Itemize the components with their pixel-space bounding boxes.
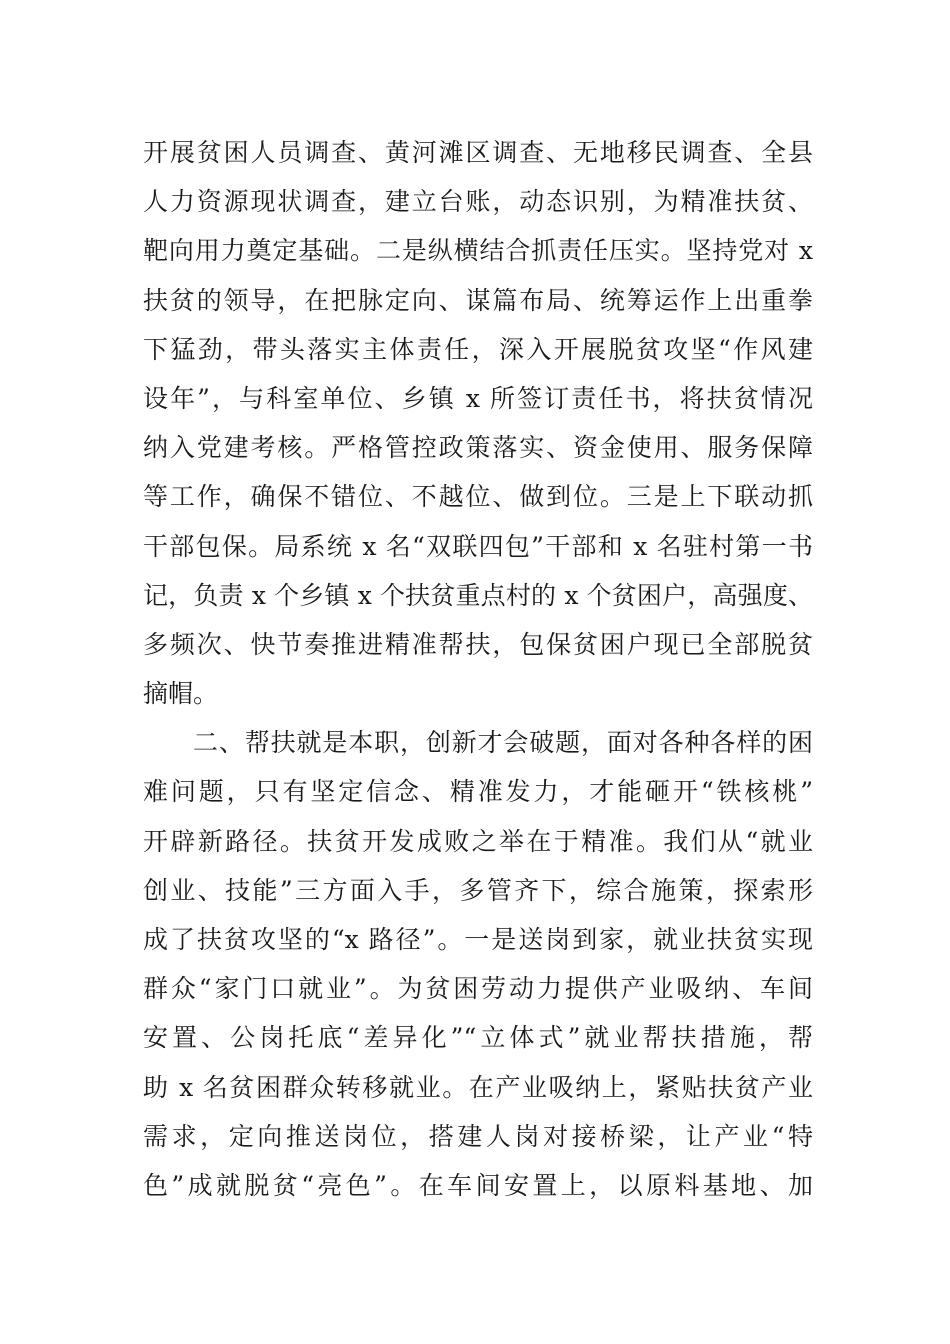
text-line: 下猛劲，带头落实主体责任，深入开展脱贫攻坚“作风建 [143, 334, 813, 364]
text-line: 需求，定向推送岗位，搭建人岗对接桥梁，让产业“特 [143, 1121, 813, 1151]
text-line: 设年”，与科室单位、乡镇 x 所签订责任书，将扶贫情况 [143, 383, 813, 413]
text-line: 纳入党建考核。严格管控政策落实、资金使用、服务保障 [143, 433, 813, 463]
text-line: 靶向用力奠定基础。二是纵横结合抓责任压实。坚持党对 x [143, 236, 813, 266]
text-line: 开辟新路径。扶贫开发成败之举在于精准。我们从“就业 [143, 826, 813, 856]
text-line: 等工作，确保不错位、不越位、做到位。三是上下联动抓 [143, 482, 813, 512]
text-line: 成了扶贫攻坚的“x 路径”。一是送岗到家，就业扶贫实现 [143, 925, 813, 954]
text-line: 难问题，只有坚定信念、精准发力，才能砸开“铁核桃” [143, 777, 813, 807]
document-body [143, 128, 813, 1210]
text-line: 安置、公岗托底“差异化”“立体式”就业帮扶措施，帮 [143, 1023, 813, 1053]
paragraph-1 [143, 128, 813, 718]
text-line: 记，负责 x 个乡镇 x 个扶贫重点村的 x 个贫困户，高强度、 [143, 580, 813, 610]
text-line: 群众“家门口就业”。为贫困劳动力提供产业吸纳、车间 [143, 974, 813, 1004]
text-line: 多频次、快节奏推进精准帮扶，包保贫困户现已全部脱贫 [143, 629, 813, 659]
text-line: 摘帽。 [143, 679, 219, 709]
text-line: 创业、技能”三方面入手，多管齐下，综合施策，探索形 [143, 875, 813, 905]
paragraph-2 [143, 718, 813, 1210]
text-line: 扶贫的领导，在把脉定向、谋篇布局、统筹运作上出重拳 [143, 285, 813, 315]
text-line: 开展贫困人员调查、黄河滩区调查、无地移民调查、全县 [143, 138, 813, 167]
text-line: 色”成就脱贫“亮色”。在车间安置上，以原料基地、加 [143, 1170, 813, 1200]
text-line: 人力资源现状调查，建立台账，动态识别，为精准扶贫、 [143, 187, 813, 217]
text-line: 助 x 名贫困群众转移就业。在产业吸纳上，紧贴扶贫产业 [143, 1072, 813, 1102]
text-line: 二、帮扶就是本职，创新才会破题，面对各种各样的困 [193, 728, 813, 758]
text-line: 干部包保。局系统 x 名“双联四包”干部和 x 名驻村第一书 [143, 531, 813, 561]
